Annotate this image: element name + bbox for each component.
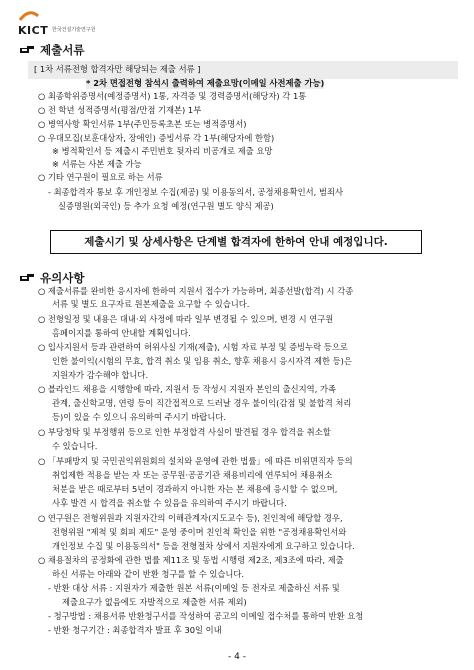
doc-subline: - 최종합격자 통보 후 개인정보 수집(제공) 및 이용동의서, 공정채용확인서, 범죄사	[48, 187, 343, 197]
logo-subtext: 한국건설기술연구원	[52, 27, 96, 33]
note-line: ○ 「부패방지 및 국민권익위원회의 설치와 운영에 관한 법률」에 따른 비위면직자 등의	[38, 456, 353, 466]
section-title-text: 유의사항	[40, 271, 85, 285]
note-line: 사후 발견 시 합격을 취소할 수 있음을 유의하여 주시기 바랍니다.	[52, 498, 287, 508]
doc-note: ※ 병적확인서 등 제출시 주민번호 뒷자리 비공개로 제출 요망	[52, 146, 273, 156]
doc-line: ○ 우대모집(보훈대상자, 장애인) 증빙서류 각 1부(해당자에 한함)	[38, 133, 275, 143]
note-line: 수 있습니다.	[52, 441, 98, 451]
note-line: ○ 전형일정 및 내용은 대내·외 사정에 따라 일부 변경될 수 있으며, 변경 시 연구원	[38, 314, 334, 324]
notice-line-2: * 2차 면접전형 참석시 출력하여 제출요망(이메일 사전제출 가능)	[86, 78, 325, 88]
note-line: ○ 입사지원서 등과 관련하여 허위사실 기재(제출), 시험 자료 부정 및 증빙누락 등으로	[38, 342, 348, 352]
note-line: 서류 및 별도 요구자료 원본제출을 요구할 수 있습니다.	[52, 299, 250, 309]
doc-subline: 실증명원(외국인) 등 추가 요청 예정(연구원 별도 양식 제공)	[58, 201, 274, 211]
note-subline: 제출요구가 없음에도 자발적으로 제출한 서류 제외)	[62, 597, 247, 607]
doc-line: ○ 기타 연구원이 필요로 하는 서류	[38, 172, 163, 182]
note-line: 취업제한 적용을 받는 자 또는 공무원·공공기관 채용비리에 연루되어 채용취소	[52, 470, 333, 480]
note-line: 관계, 출신학교명, 연령 등이 직간접적으로 드러날 경우 불이익(감점 및 불합격 처리	[52, 398, 352, 408]
note-line: ○ 연구원은 전형위원과 지원자간의 이해관계자(지도교수 등), 친인척에 해당할 경우,	[38, 513, 343, 523]
doc-line: ○ 최종학위증명서(예정증명서) 1통, 자격증 및 경력증명서(해당자) 각 1통	[38, 91, 307, 101]
note-line: ○ 채용절차의 공정화에 관한 법률 제11조 및 동법 시행령 제2조, 제3조에 따라, 제출	[38, 555, 344, 565]
schedule-notice-box: 제출시기 및 상세사항은 단계별 합격자에 한하여 안내 예정입니다.	[50, 230, 422, 254]
section-title-notes	[20, 270, 84, 286]
note-subline: - 반환 청구기간 : 최종합격자 발표 후 30일 이내	[48, 625, 222, 635]
page-number: - 4 -	[228, 652, 246, 662]
note-line: 홈페이지를 통하여 안내할 계획입니다.	[52, 328, 191, 338]
doc-line: ○ 전 학년 성적증명서(평점/만점 기재본) 1부	[38, 105, 202, 115]
kict-logo	[18, 10, 128, 40]
note-subline: - 청구방법 : 채용서류 반환청구서를 작성하여 공고의 이메일 접수처를 통하여 반환 요청	[48, 611, 364, 621]
kict-logo-mark	[18, 10, 40, 22]
note-line: 처분을 받은 때로부터 5년이 경과하지 아니한 자는 본 채용에 응시할 수 없으며,	[52, 484, 338, 494]
note-line: 인한 불이익(시험의 무효, 합격 취소 및 임용 취소, 향후 채용시 응시자격 제한 등)은	[52, 356, 352, 366]
hand-pointer-icon	[20, 45, 34, 55]
notice-line-1: [ 1차 서류전형 합격자만 해당되는 제출 서류 ]	[34, 64, 201, 74]
note-line: ○ 제출서류를 완비한 응시자에 한하여 지원서 접수가 가능하며, 최종선발(합격) 시 각종	[38, 286, 354, 296]
doc-line: ○ 병역사항 확인서류 1부(주민등록초본 또는 병적증명서)	[38, 119, 247, 129]
note-line: 개인정보 수집 및 이용동의서" 등을 전형절차 상에서 지원자에게 요구하고 있습니다.	[52, 541, 355, 551]
note-subline: - 반환 대상 서류 : 지원자가 제출한 원본 서류(이메일 등 전자로 제출하신 서류 및	[48, 583, 340, 593]
section-title-text: 제출서류	[40, 43, 85, 57]
note-line: 전형위원 "제척 및 회피 제도" 운영 중이며 친인척 확인을 위한 "공정채용확인서와	[52, 527, 347, 537]
note-line: ○ 부당청탁 및 부정행위 등으로 인한 부정합격 사실이 발견될 경우 합격을 취소할	[38, 427, 331, 437]
hand-pointer-icon	[20, 273, 34, 283]
logo-text: KICT	[18, 24, 49, 37]
note-line: 등)이 있을 수 있으니 유의하여 주시기 바랍니다.	[52, 412, 226, 422]
note-line: 지원자가 감수해야 합니다.	[52, 370, 149, 380]
note-line: 하신 서류는 아래와 같이 반환 청구를 할 수 있습니다.	[52, 569, 245, 579]
section-title-documents	[20, 42, 84, 58]
note-line: ○ 블라인드 채용을 시행함에 따라, 지원서 등 작성시 지원자 본인의 출신지역, 가족	[38, 384, 337, 394]
doc-note: ※ 서류는 사본 제출 가능	[52, 159, 142, 169]
